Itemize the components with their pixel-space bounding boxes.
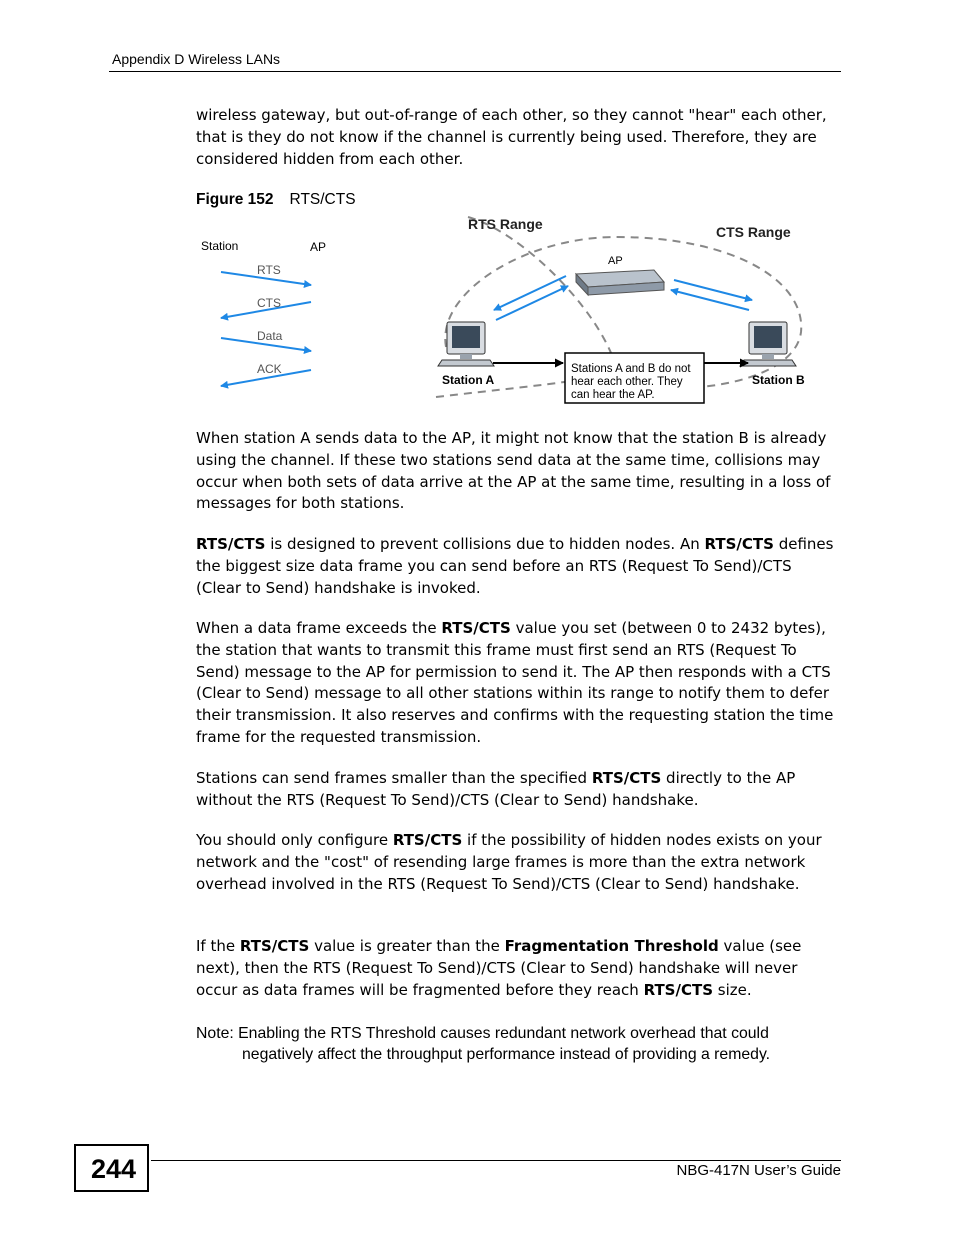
cts-range-label: CTS Range bbox=[716, 224, 791, 240]
callout-line-3: can hear the AP. bbox=[571, 389, 655, 401]
rts-message-label: RTS bbox=[257, 263, 281, 277]
handshake-station-label: Station bbox=[201, 239, 239, 253]
footer-rule bbox=[151, 1160, 841, 1161]
station-b-computer-icon bbox=[740, 322, 796, 366]
bold-term: RTS/CTS bbox=[239, 937, 310, 955]
page-number: 244 bbox=[74, 1144, 149, 1192]
bold-term: Fragmentation Threshold bbox=[504, 937, 719, 955]
rts-range-label: RTS Range bbox=[468, 216, 543, 232]
header-rule bbox=[109, 71, 841, 72]
note-block bbox=[196, 1023, 836, 1065]
handshake-ap-label: AP bbox=[310, 240, 327, 254]
bold-term: RTS/CTS bbox=[441, 619, 511, 637]
ack-message-label: ACK bbox=[257, 362, 282, 376]
figure-caption bbox=[196, 191, 356, 209]
data-message-label: Data bbox=[257, 329, 283, 343]
paragraph-intro: wireless gateway, but out-of-range of each other, so they cannot "hear" each other, that is they do not know if the channel is currently being used. Therefore, they are considered hidden from each other. bbox=[196, 106, 827, 168]
bold-term: RTS/CTS bbox=[704, 535, 774, 553]
cts-message-label: CTS bbox=[257, 296, 281, 310]
paragraph-collision: When station A sends data to the AP, it might not know that the station B is already using the channel. If these two stations send data at the same time, collisions may occur when both sets of data arrive at the AP at the same time, resulting in a loss of messages for both stations. bbox=[196, 429, 831, 513]
callout-line-1: Stations A and B do not bbox=[571, 363, 691, 375]
bold-term: RTS/CTS bbox=[591, 769, 662, 787]
ap-to-station-b-arrow bbox=[674, 280, 752, 300]
paragraph-fragmentation: If the RTS/CTS value is greater than the Fragmentation Threshold value (see next), then the RTS (Request To Send)/CTS (Clear to Send) handshake will never occur as data frames will be fragmented before they reach RTS/CTS size. bbox=[196, 937, 802, 999]
paragraph-rts-purpose: RTS/CTS is designed to prevent collisions due to hidden nodes. An RTS/CTS defines the biggest size data frame you can send before an RTS (Request To Send)/CTS (Clear to Send) handshake is invoked. bbox=[196, 535, 834, 597]
diagram-ap-label: AP bbox=[608, 255, 623, 267]
note-line-2: negatively affect the throughput performance instead of providing a remedy. bbox=[242, 1046, 771, 1063]
station-b-to-ap-arrow bbox=[671, 290, 749, 310]
figure-title: RTS/CTS bbox=[289, 191, 356, 208]
note-line-1: Note: Enabling the RTS Threshold causes redundant network overhead that could bbox=[196, 1025, 769, 1042]
station-a-label: Station A bbox=[442, 373, 495, 387]
callout-line-2: hear each other. They bbox=[571, 376, 683, 388]
rts-cts-figure bbox=[196, 212, 808, 407]
station-b-label: Station B bbox=[752, 373, 805, 387]
footer-guide-title: NBG-417N User’s Guide bbox=[676, 1162, 841, 1179]
bold-term: RTS/CTS bbox=[196, 535, 266, 553]
figure-number: Figure 152 bbox=[196, 191, 274, 208]
running-header: Appendix D Wireless LANs bbox=[112, 51, 281, 67]
access-point-icon bbox=[576, 270, 664, 295]
bold-term: RTS/CTS bbox=[392, 831, 463, 849]
paragraph-small-frames: Stations can send frames smaller than the specified RTS/CTS directly to the AP without the RTS (Request To Send)/CTS (Clear to Send) handshake. bbox=[196, 769, 796, 809]
bold-term: RTS/CTS bbox=[643, 980, 713, 999]
paragraph-rts-process: When a data frame exceeds the RTS/CTS value you set (between 0 to 2432 bytes), the station that wants to transmit this frame must first send an RTS (Request To Send) message to the AP for permission to send it. The AP then responds with a CTS (Clear to Send) message to all other stations within its range to notify them to defer their transmission. It also reserves and confirms with the requesting station the time frame for the requested transmission. bbox=[196, 619, 834, 746]
paragraph-configure-advice: You should only configure RTS/CTS if the possibility of hidden nodes exists on your network and the "cost" of resending large frames is more than the extra network overhead involved in the RTS (Request To Send)/CTS (Clear to Send) handshake. bbox=[196, 831, 822, 893]
